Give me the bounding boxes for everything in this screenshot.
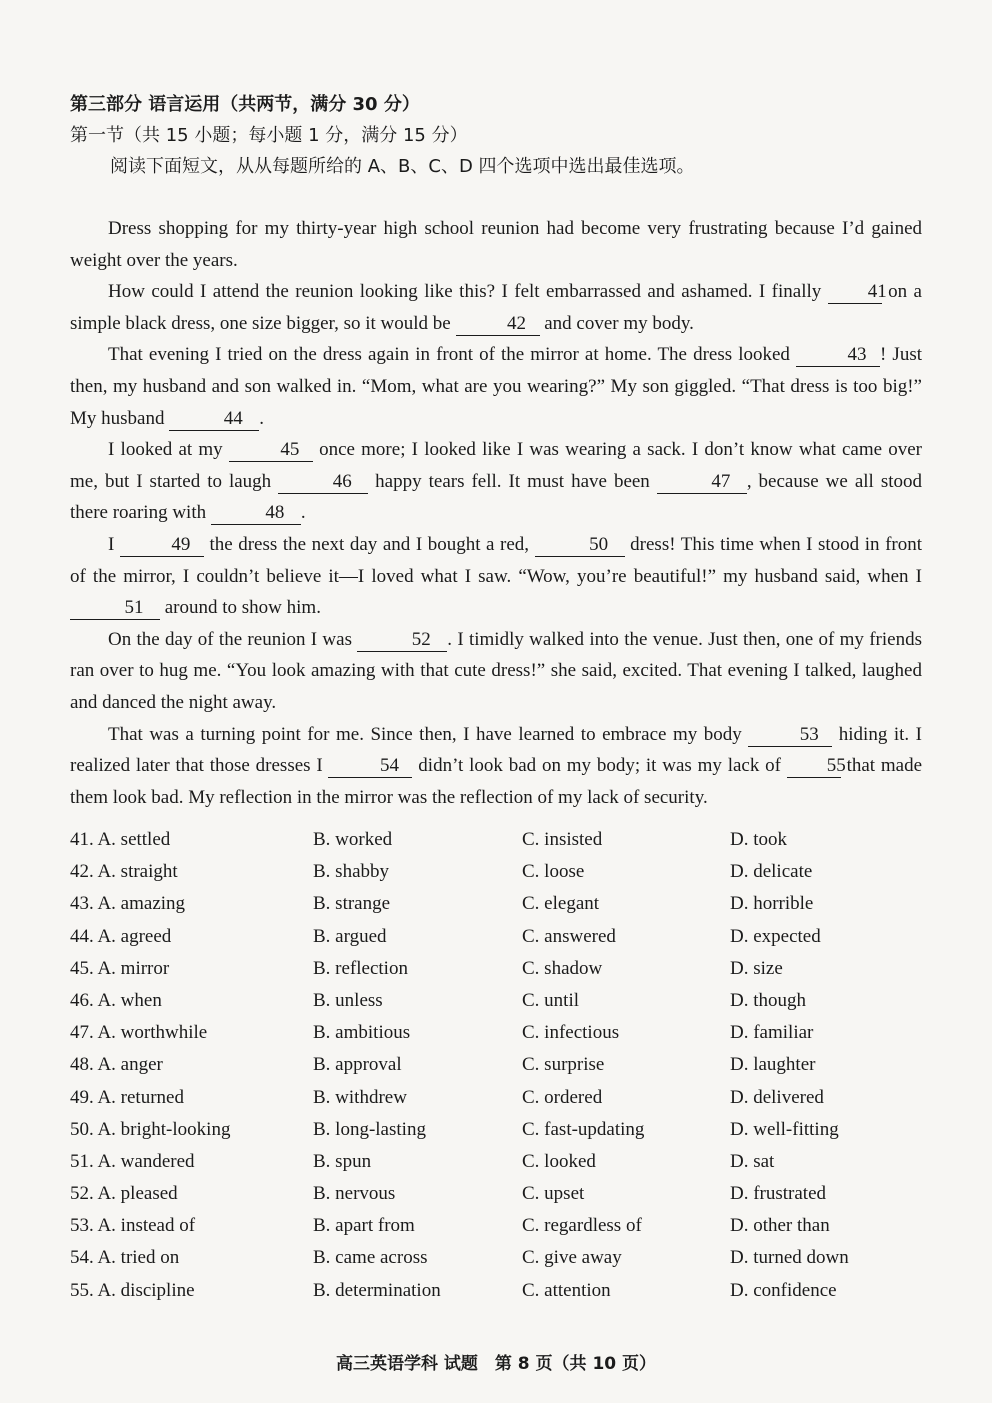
option-c: C. elegant: [522, 893, 600, 915]
option-a: 49. A. returned: [70, 1086, 184, 1108]
blank-49: 49: [120, 534, 204, 557]
option-d: D. expected: [730, 925, 821, 947]
option-c: C. shadow: [522, 957, 603, 979]
option-c: C. upset: [522, 1183, 585, 1205]
blank-52: 52: [357, 629, 447, 652]
option-d: D. familiar: [730, 1022, 814, 1044]
paragraph-6: On the day of the reunion I was 52 . I timidly walked into the venue. Just then, one of my friends ran over to hug me. “You look amazing with that cute dress!” she said, excited. That evening I talked, laughed and danced the night away.: [70, 628, 922, 713]
option-row-51: [70, 1151, 930, 1183]
option-c: C. insisted: [522, 829, 603, 850]
option-c: C. infectious: [522, 1022, 620, 1044]
option-b: B. nervous: [313, 1183, 396, 1205]
option-row-49: [70, 1087, 930, 1119]
instruction-text: 阅读下面短文，从从每题所给的 A、B、C、D 四个选项中选出最佳选项。: [110, 156, 695, 177]
option-row-43: [70, 893, 930, 925]
option-a: 53. A. instead of: [70, 1215, 196, 1237]
answer-options: [70, 829, 930, 1312]
option-c: C. ordered: [522, 1086, 603, 1108]
option-b: B. withdrew: [313, 1086, 407, 1108]
option-row-50: [70, 1119, 930, 1151]
option-d: D. confidence: [730, 1279, 837, 1301]
option-row-47: [70, 1022, 930, 1054]
option-d: D. size: [730, 957, 783, 979]
blank-44: 44: [169, 408, 259, 431]
blank-51: 51: [70, 597, 160, 620]
blank-45: 45: [229, 439, 313, 462]
paragraph-1: Dress shopping for my thirty-year high school reunion had become very frustrating because I’d gained weight over the years.: [70, 218, 922, 271]
option-d: D. sat: [730, 1150, 775, 1172]
option-b: B. reflection: [313, 957, 408, 979]
option-a: 54. A. tried on: [70, 1247, 180, 1269]
option-b: B. worked: [313, 829, 393, 850]
option-b: B. strange: [313, 893, 391, 915]
option-row-45: [70, 958, 930, 990]
option-a: 47. A. worthwhile: [70, 1022, 208, 1044]
option-c: C. give away: [522, 1247, 622, 1269]
option-b: B. unless: [313, 989, 383, 1011]
option-b: B. shabby: [313, 861, 389, 883]
option-row-55: [70, 1280, 930, 1312]
section-title: 第一节（共 15 小题；每小题 1 分，满分 15 分）: [70, 125, 468, 146]
part-title: 第三部分 语言运用（共两节，满分 30 分）: [70, 94, 420, 115]
option-c: C. answered: [522, 925, 616, 947]
blank-46: 46: [278, 471, 368, 494]
option-c: C. regardless of: [522, 1215, 642, 1237]
option-d: D. frustrated: [730, 1183, 827, 1205]
option-d: D. delicate: [730, 861, 813, 883]
blank-54: 54: [328, 755, 412, 778]
option-row-48: [70, 1054, 930, 1086]
option-d: D. horrible: [730, 893, 814, 915]
option-row-46: [70, 990, 930, 1022]
option-row-54: [70, 1247, 930, 1279]
blank-41: 41: [828, 281, 882, 304]
option-b: B. ambitious: [313, 1022, 411, 1044]
option-a: 42. A. straight: [70, 861, 178, 883]
option-a: 55. A. discipline: [70, 1279, 195, 1301]
option-a: 41. A. settled: [70, 829, 171, 850]
blank-55: 55: [787, 755, 841, 778]
option-b: B. argued: [313, 925, 387, 947]
option-c: C. surprise: [522, 1054, 605, 1076]
option-d: D. turned down: [730, 1247, 849, 1269]
paragraph-2: How could I attend the reunion looking like this? I felt embarrassed and ashamed. I finally 41 on a simple black dress, one size bigger, so it would be 42 and cover my body.: [70, 281, 922, 334]
option-d: D. though: [730, 989, 806, 1011]
blank-53: 53: [748, 724, 832, 747]
option-a: 45. A. mirror: [70, 957, 170, 979]
option-row-53: [70, 1215, 930, 1247]
option-a: 51. A. wandered: [70, 1150, 195, 1172]
option-b: B. long-lasting: [313, 1118, 426, 1140]
option-a: 48. A. anger: [70, 1054, 163, 1076]
paragraph-4: I looked at my 45 once more; I looked like I was wearing a sack. I don’t know what came over me, but I started to laugh 46 happy tears fell. It must have been 47 , because we all stood there roaring with 48 .: [70, 439, 923, 524]
option-row-44: [70, 926, 930, 958]
blank-50: 50: [535, 534, 625, 557]
option-b: B. approval: [313, 1054, 402, 1076]
option-a: 52. A. pleased: [70, 1183, 178, 1205]
option-d: D. well-fitting: [730, 1118, 839, 1140]
option-b: B. spun: [313, 1150, 372, 1172]
paragraph-3: That evening I tried on the dress again in front of the mirror at home. The dress looked 43 ! Just then, my husband and son walked in. “Mom, what are you wearing?” My son giggled. “That dress is too big!” My husband 44 .: [70, 344, 922, 429]
option-d: D. took: [730, 829, 787, 850]
option-a: 43. A. amazing: [70, 893, 186, 915]
blank-48: 48: [211, 502, 301, 525]
option-row-41: [70, 829, 930, 861]
paragraph-7: That was a turning point for me. Since then, I have learned to embrace my body 53 hiding it. I realized later that those dresses I 54 didn’t look bad on my body; it was my lack of 55 that made them look bad. My reflection in the mirror was the reflection of my lack of security.: [70, 723, 923, 808]
option-row-42: [70, 861, 930, 893]
option-d: D. other than: [730, 1215, 830, 1237]
option-b: B. came across: [313, 1247, 428, 1269]
option-row-52: [70, 1183, 930, 1215]
option-b: B. determination: [313, 1279, 441, 1301]
option-c: C. looked: [522, 1150, 596, 1172]
option-c: C. attention: [522, 1279, 611, 1301]
option-a: 44. A. agreed: [70, 925, 172, 947]
option-b: B. apart from: [313, 1215, 415, 1237]
paragraph-5: I 49 the dress the next day and I bought a red, 50 dress! This time when I stood in front of the mirror, I couldn’t believe it—I loved what I saw. “Wow, you’re beautiful!” my husband said, when I 51 around to show him.: [70, 533, 922, 619]
option-d: D. delivered: [730, 1086, 824, 1108]
cloze-passage: [70, 213, 922, 813]
blank-47: 47: [657, 471, 747, 494]
option-a: 50. A. bright-looking: [70, 1118, 231, 1140]
option-c: C. loose: [522, 861, 585, 883]
option-d: D. laughter: [730, 1054, 816, 1076]
option-a: 46. A. when: [70, 989, 162, 1011]
blank-42: 42: [456, 313, 540, 336]
option-c: C. until: [522, 989, 580, 1011]
option-c: C. fast-updating: [522, 1118, 645, 1140]
page-footer: 高三英语学科 试题 第 8 页（共 10 页）: [335, 1354, 657, 1374]
blank-43: 43: [796, 344, 880, 367]
